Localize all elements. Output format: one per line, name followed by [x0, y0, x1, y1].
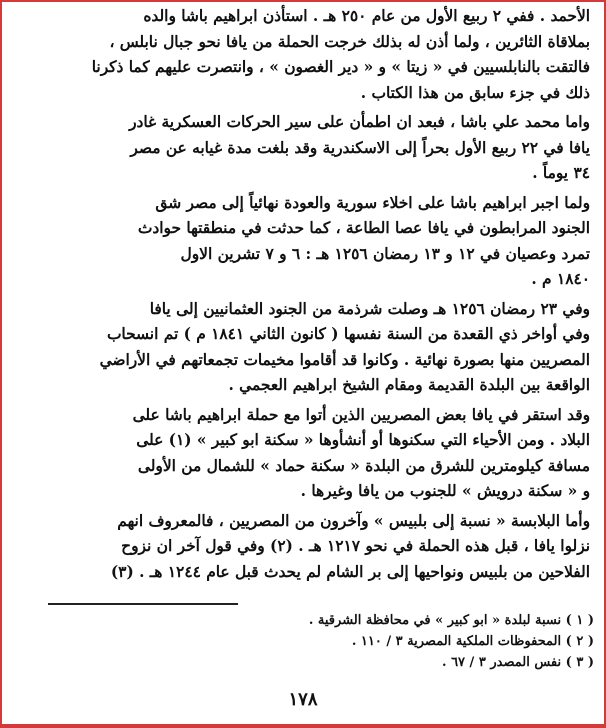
page-body [14, 4, 590, 589]
footnote-3: ( ٣ ) نفس المصدر ٣ / ٦٧ . [442, 655, 594, 670]
text-line: وفي ٢٣ رمضان ١٢٥٦ هـ وصلت شرذمة من الجنود العثمانيين إلى يافا [149, 299, 590, 318]
text-line: وقد استقر في يافا بعض المصريين الذين أتوا مع حملة ابراهيم باشا على [132, 405, 590, 424]
text-line: ذلك في جزء سابق من هذا الكتاب . [360, 83, 590, 102]
page-number: ١٧٨ [288, 689, 318, 710]
text-line: و « سكنة درويش » للجنوب من يافا وغيرها . [300, 482, 590, 500]
text-line: الجنود المرابطون في يافا عصا الطاعة ، كما حدثت في منطقتها حوادث [137, 219, 590, 237]
text-line: الواقعة بين البلدة القديمة ومقام الشيخ ابراهيم العجمي . [228, 376, 590, 394]
text-line: واما محمد علي باشا ، فبعد ان اطمأن على سير الحركات العسكرية غادر [129, 113, 590, 131]
text-line: وفي أواخر ذي القعدة من السنة نفسها ( كانون الثاني ١٨٤١ م ) تم انسحاب [106, 325, 590, 343]
text-line: ولما اجبر ابراهيم باشا على اخلاء سورية والعودة نهائياً إلى مصر شق [155, 193, 590, 212]
paragraph [14, 509, 590, 586]
footnote-2: ( ٢ ) المحفوظات الملكية المصرية ٣ / ١١٠ . [351, 634, 594, 649]
text-line: يافا في ٢٢ ربيع الأول بحراً إلى الاسكندرية وقد بلغت مدة غيابه عن مصر [130, 138, 590, 157]
text-line: الفلاحين من بلبيس ونواحيها إلى بر الشام لم يحدث قبل عام ١٢٤٤ هـ . (٣) [110, 562, 590, 581]
text-line: المصريين منها بصورة نهائية . وكانوا قد أقاموا مخيمات تجمعاتهم في الأراضي [99, 350, 590, 369]
paragraph [14, 4, 590, 106]
paragraph [14, 297, 590, 399]
text-line: ١٨٤٠ م . [531, 270, 590, 288]
text-line: الأحمد . ففي ٢ ربيع الأول من عام ٢٥٠ هـ . استأذن ابراهيم باشا والده [143, 7, 590, 25]
text-line: بملاقاة الثائرين ، ولما أذن له بذلك خرجت الحملة من يافا نحو جبال نابلس ، [109, 32, 590, 51]
text-line: فالتقت بالنابلسيين في « زيتا » و « دير الغصون » ، وانتصرت عليهم كما ذكرنا [91, 58, 590, 76]
text-line: وأما البلابسة « نسبة إلى بلبيس » وآخرون من المصريين ، فالمعروف انهم [117, 511, 590, 530]
footnotes [14, 610, 594, 673]
text-line: نزلوا يافا ، قبل هذه الحملة في نحو ١٢١٧ هـ . (٢) وفي قول آخر ان نزوح [121, 537, 590, 555]
text-line: تمرد وعصيان في ١٢ و ١٣ رمضان ١٢٥٦ هـ : ٦ و ٧ تشرين الاول [180, 244, 590, 263]
text-line: ٣٤ يوماً . [532, 164, 590, 182]
paragraph [14, 110, 590, 187]
footnote-1: ( ١ ) نسبة لبلدة « ابو كبير » في محافظة الشرقية . [308, 613, 594, 628]
text-line: البلاد . ومن الأحياء التي سكنوها أو أنشأوها « سكنة ابو كبير » (١) على [136, 431, 590, 449]
paragraph [14, 403, 590, 505]
footnote-separator [48, 603, 238, 605]
paragraph [14, 191, 590, 293]
text-line: مسافة كيلومترين للشرق من البلدة « سكنة حماد » للشمال من الأولى [137, 456, 590, 475]
